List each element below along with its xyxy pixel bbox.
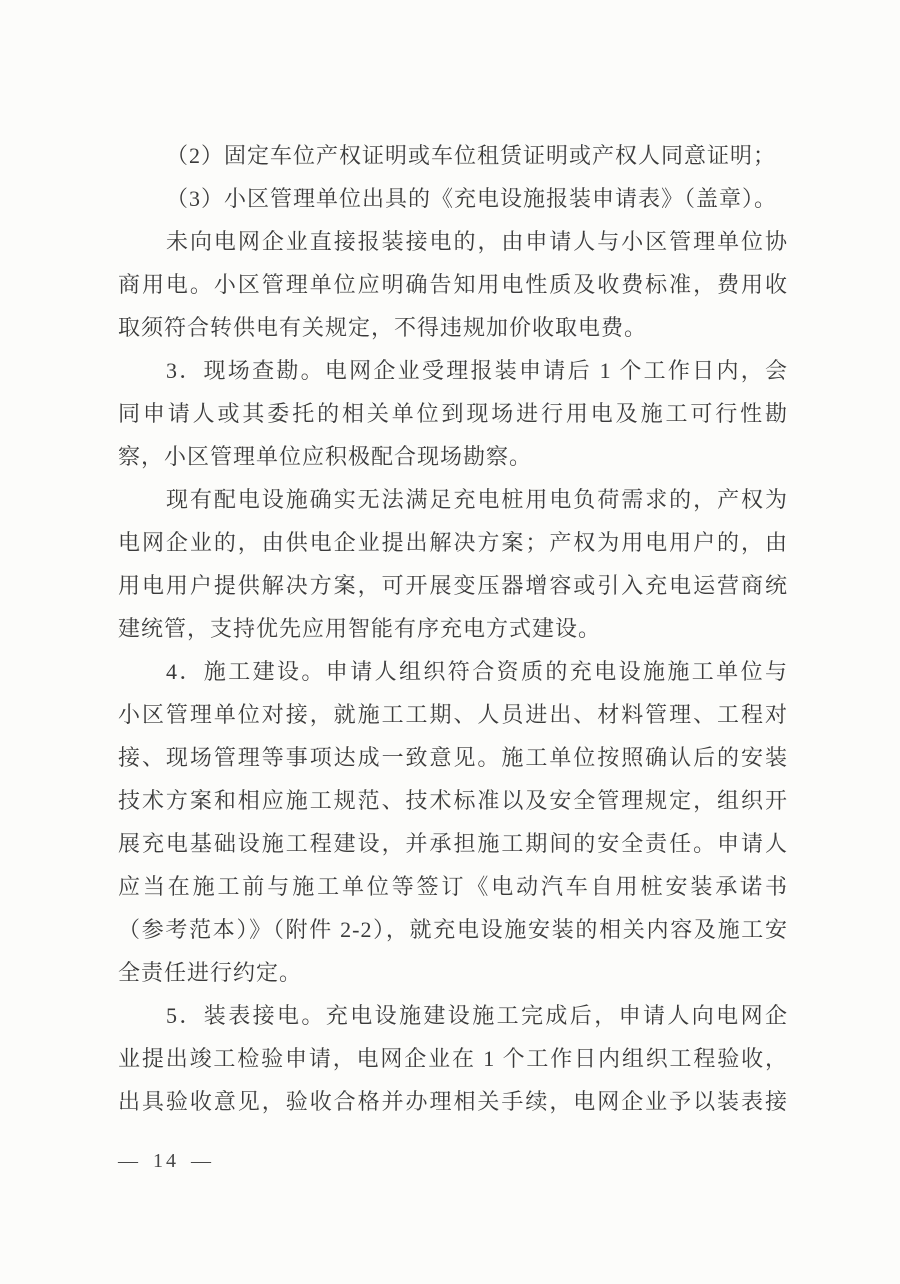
text-line: 全责任进行约定。 [118,960,303,985]
text-line: 出具验收意见，验收合格并办理相关手续，电网企业予以装表接 [118,1089,788,1114]
page-number: — 14 — [118,1150,214,1172]
text-line: 商用电。小区管理单位应明确告知用电性质及收费标准，费用收 [118,272,788,297]
text-line: 4．施工建设。申请人组织符合资质的充电设施施工单位与 [166,659,788,684]
text-line: 5．装表接电。充电设施建设施工完成后，申请人向电网企 [166,1003,788,1028]
text-line: 察，小区管理单位应积极配合现场勘察。 [118,444,533,469]
text-line: 未向电网企业直接报装接电的，由申请人与小区管理单位协 [166,229,788,254]
text-line: 接、现场管理等事项达成一致意见。施工单位按照确认后的安装 [118,745,788,770]
text-line: 3．现场查勘。电网企业受理报装申请后 1 个工作日内，会 [166,358,788,383]
page-footer [118,1146,214,1176]
text-line: 展充电基础设施工程建设，并承担施工期间的安全责任。申请人 [118,831,788,856]
text-line: 电网企业的，由供电企业提出解决方案；产权为用电用户的，由 [118,530,788,555]
text-line: 小区管理单位对接，就施工工期、人员进出、材料管理、工程对 [118,702,788,727]
text-line: 现有配电设施确实无法满足充电桩用电负荷需求的，产权为 [166,487,788,512]
text-line: 取须符合转供电有关规定，不得违规加价收取电费。 [118,315,648,340]
text-line: 应当在施工前与施工单位等签订《电动汽车自用桩安装承诺书 [118,874,788,899]
text-line: 用电用户提供解决方案，可开展变压器增容或引入充电运营商统 [118,573,788,598]
text-line: 同申请人或其委托的相关单位到现场进行用电及施工可行性勘 [118,401,788,426]
text-line: （参考范本）》（附件 2-2），就充电设施安装的相关内容及施工安 [118,917,788,942]
text-line: 技术方案和相应施工规范、技术标准以及安全管理规定，组织开 [118,788,788,813]
document-body [118,134,788,1123]
text-line: （2）固定车位产权证明或车位租赁证明或产权人同意证明； [166,143,777,168]
text-line: 业提出竣工检验申请，电网企业在 1 个工作日内组织工程验收， [118,1046,788,1071]
text-line: （3）小区管理单位出具的《充电设施报装申请表》（盖章）。 [166,186,778,211]
text-line: 建统管，支持优先应用智能有序充电方式建设。 [118,616,602,641]
